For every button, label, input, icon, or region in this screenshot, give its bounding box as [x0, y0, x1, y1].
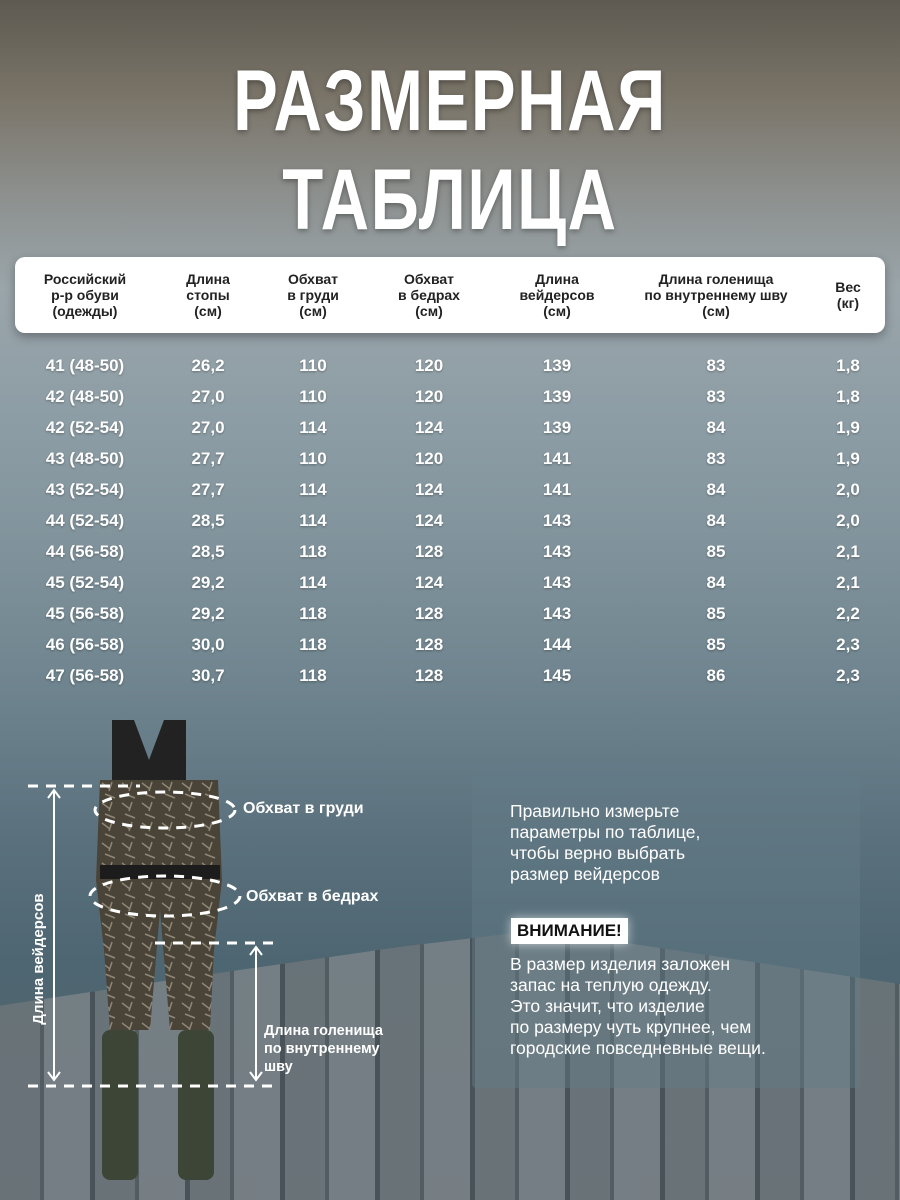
table-cell: 84 [706, 418, 726, 437]
length-label: Длина вейдерсов [30, 893, 47, 1025]
table-cell: 124 [414, 511, 444, 530]
table-row [0, 449, 900, 479]
table-header [15, 257, 885, 333]
waders-illustration [0, 700, 420, 1200]
table-cell: 30,0 [191, 635, 225, 654]
table-cell: 145 [542, 666, 572, 685]
table-row [0, 511, 900, 541]
table-cell: 120 [414, 387, 444, 406]
table-cell: 124 [414, 480, 444, 499]
table-cell: 139 [542, 356, 572, 375]
table-cell: 128 [414, 666, 444, 685]
table-cell: 1,8 [836, 387, 860, 406]
table-cell: 26,2 [191, 356, 225, 375]
column-header: Обхват в груди (см) [287, 271, 339, 319]
table-cell: 45 (52-54) [45, 573, 125, 592]
table-cell: 118 [299, 666, 327, 685]
table-cell: 85 [706, 542, 726, 561]
table-cell: 2,1 [836, 573, 860, 592]
table-cell: 143 [542, 511, 572, 530]
table-row [0, 573, 900, 603]
column-header: Российский р-р обуви (одежды) [43, 271, 127, 319]
table-cell: 27,0 [191, 387, 225, 406]
table-cell: 110 [299, 356, 327, 375]
table-cell: 84 [706, 573, 726, 592]
left-boot [102, 1030, 138, 1180]
waders-body [96, 780, 222, 1030]
table-cell: 42 (48-50) [45, 387, 125, 406]
table-row [0, 387, 900, 417]
table-row [0, 356, 900, 386]
page-title: РАЗМЕРНАЯ ТАБЛИЦА [233, 53, 667, 248]
column-header: Обхват в бедрах (см) [398, 271, 460, 319]
table-cell: 29,2 [191, 573, 225, 592]
table-cell: 44 (56-58) [45, 542, 125, 561]
column-header: Длина стопы (см) [186, 271, 230, 319]
table-cell: 2,2 [836, 604, 860, 623]
table-cell: 143 [542, 542, 572, 561]
table-cell: 141 [542, 449, 572, 468]
table-cell: 46 (56-58) [45, 635, 125, 654]
hips-label: Обхват в бедрах [246, 888, 379, 905]
table-cell: 1,9 [836, 449, 860, 468]
table-cell: 1,8 [836, 356, 860, 375]
table-cell: 114 [299, 418, 327, 437]
table-row [0, 418, 900, 448]
table-cell: 118 [299, 604, 327, 623]
table-cell: 120 [414, 356, 444, 375]
table-cell: 2,1 [836, 542, 860, 561]
table-cell: 2,0 [836, 511, 860, 530]
table-cell: 139 [542, 387, 572, 406]
table-cell: 27,0 [191, 418, 225, 437]
table-row [0, 635, 900, 665]
table-cell: 84 [706, 511, 726, 530]
table-cell: 44 (52-54) [45, 511, 125, 530]
table-cell: 41 (48-50) [45, 356, 125, 375]
table-cell: 141 [542, 480, 572, 499]
table-cell: 85 [706, 635, 726, 654]
column-header: Длина голенища по внутреннему шву (см) [644, 271, 788, 319]
table-cell: 2,3 [836, 666, 860, 685]
table-cell: 128 [414, 542, 444, 561]
neoprene-top [112, 720, 186, 780]
table-cell: 114 [299, 573, 327, 592]
table-cell: 144 [542, 635, 572, 654]
table-cell: 28,5 [191, 511, 225, 530]
column-header: Длина вейдерсов (см) [519, 271, 595, 319]
table-row [0, 480, 900, 510]
table-cell: 143 [542, 573, 572, 592]
table-cell: 27,7 [191, 480, 225, 499]
table-cell: 85 [706, 604, 726, 623]
table-cell: 29,2 [191, 604, 225, 623]
table-row [0, 542, 900, 572]
table-cell: 114 [299, 511, 327, 530]
table-cell: 42 (52-54) [45, 418, 125, 437]
table-cell: 128 [414, 604, 444, 623]
warning-badge: ВНИМАНИЕ! [511, 918, 628, 944]
table-cell: 43 (52-54) [45, 480, 125, 499]
table-cell: 83 [706, 356, 726, 375]
table-cell: 2,3 [836, 635, 860, 654]
table-cell: 118 [299, 542, 327, 561]
table-cell: 110 [299, 387, 327, 406]
table-cell: 83 [706, 387, 726, 406]
intro-text: Правильно измерьте параметры по таблице, чтобы верно выбрать размер вейдерсов [510, 801, 701, 884]
table-cell: 86 [706, 666, 726, 685]
table-cell: 139 [542, 418, 572, 437]
table-cell: 118 [299, 635, 327, 654]
table-cell: 143 [542, 604, 572, 623]
table-cell: 1,9 [836, 418, 860, 437]
table-cell: 84 [706, 480, 726, 499]
table-cell: 110 [299, 449, 327, 468]
table-cell: 45 (56-58) [45, 604, 125, 623]
table-cell: 124 [414, 418, 444, 437]
table-cell: 114 [299, 480, 327, 499]
chest-label: Обхват в груди [243, 800, 364, 817]
table-cell: 27,7 [191, 449, 225, 468]
column-header: Вес (кг) [835, 279, 861, 311]
table-cell: 43 (48-50) [45, 449, 125, 468]
table-cell: 47 (56-58) [45, 666, 125, 685]
warning-text: В размер изделия заложен запас на теплую одежду. Это значит, что изделие по размеру чуть крупнее, чем городские повседневные вещи. [510, 954, 766, 1058]
inseam-label: Длина голенища по внутреннему шву [264, 1023, 383, 1075]
table-cell: 128 [414, 635, 444, 654]
table-cell: 124 [414, 573, 444, 592]
table-cell: 2,0 [836, 480, 860, 499]
table-row [0, 666, 900, 696]
table-cell: 30,7 [191, 666, 225, 685]
table-cell: 28,5 [191, 542, 225, 561]
table-cell: 120 [414, 449, 444, 468]
table-row [0, 604, 900, 634]
table-cell: 83 [706, 449, 726, 468]
right-boot [178, 1030, 214, 1180]
